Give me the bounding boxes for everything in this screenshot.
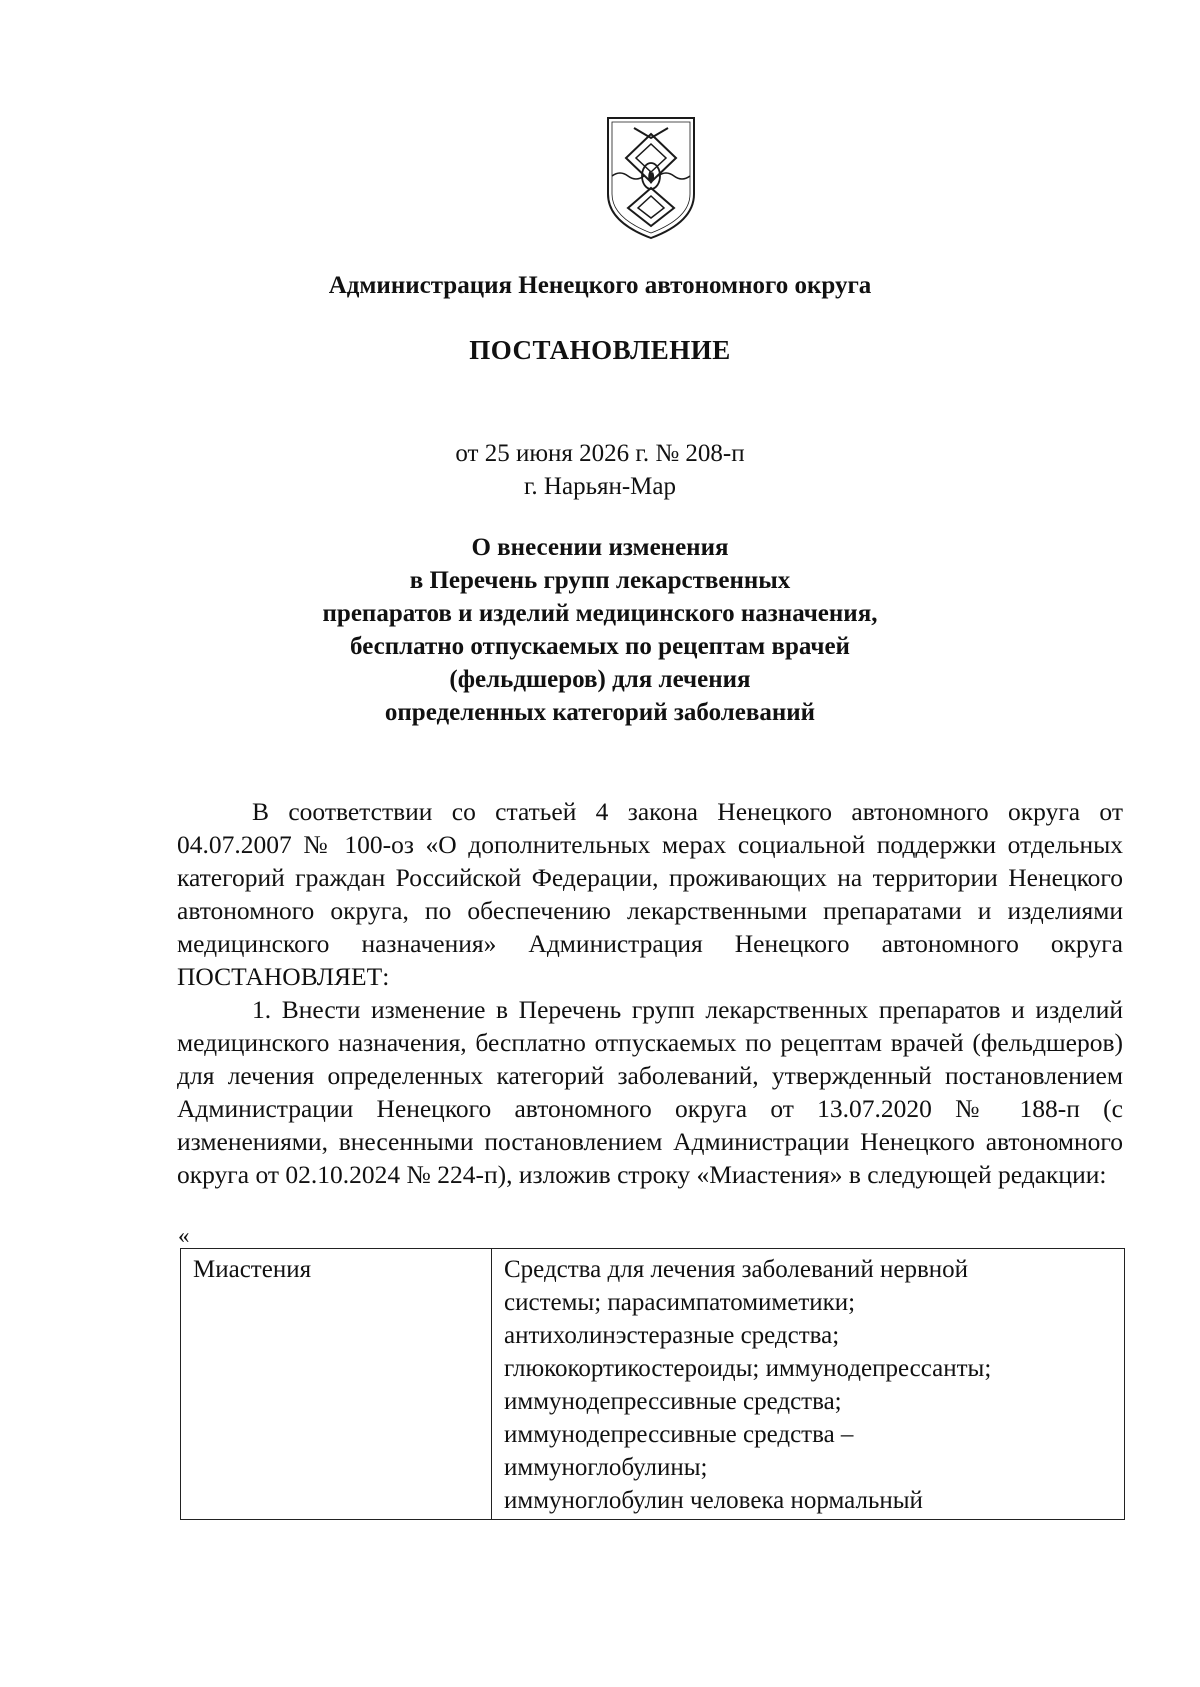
table-row xyxy=(181,1249,1125,1520)
disease-name: Миастения xyxy=(193,1256,312,1283)
drug-group-line: Средства для лечения заболеваний нервной xyxy=(504,1256,969,1283)
drug-groups-cell xyxy=(492,1249,1125,1520)
drug-group-line: иммунодепрессивные средства – xyxy=(504,1421,854,1448)
city: г. Нарьян-Мар xyxy=(523,473,676,500)
subject-line: О внесении изменения xyxy=(471,534,729,561)
open-quote: « xyxy=(178,1223,190,1248)
date-and-place xyxy=(0,437,1200,503)
drug-group-line: иммунодепрессивные средства; xyxy=(504,1388,842,1415)
clause-1-paragraph: 1. Внести изменение в Перечень групп лекарственных препаратов и изделий медицинского назначения, бесплатно отпускаемых по рецептам врачей (фельдшеров) для лечения определенных категорий заболеваний, утвержденный постановлением Администрации Ненецкого автономного округа от 13.07.2020 № 188-п (с изменениями, внесенными постановлением Администрации Ненецкого автономного округа от 02.10.2024 № 224-п), изложив строку «Миастения» в следующей редакции: xyxy=(177,995,1123,1189)
preamble-paragraph: В соответствии со статьей 4 закона Ненецкого автономного округа от 04.07.2007 № 100-оз «О дополнительных мерах социальной поддержки отдельных категорий граждан Российской Федерации, проживающих на территории Ненецкого автономного округа, по обеспечению лекарственными препаратами и изделиями медицинского назначения» Администрация Ненецкого автономного округа ПОСТАНОВЛЯЕТ: xyxy=(177,797,1123,991)
subject-line: определенных категорий заболеваний xyxy=(384,699,816,726)
drug-group-line: иммуноглобулин человека нормальный xyxy=(504,1487,923,1514)
amendment-table xyxy=(180,1248,1125,1520)
subject-line: (фельдшеров) для лечения xyxy=(449,666,751,693)
drug-group-line: иммуноглобулины; xyxy=(504,1454,708,1481)
drug-group-line: антихолинэстеразные средства; xyxy=(504,1322,840,1349)
organization-name: Администрация Ненецкого автономного округа xyxy=(328,272,872,299)
disease-cell xyxy=(181,1249,492,1520)
subject-line: в Перечень групп лекарственных xyxy=(409,567,791,594)
coat-of-arms-icon xyxy=(604,114,698,242)
drug-group-line: системы; парасимпатомиметики; xyxy=(504,1289,856,1316)
document-subject xyxy=(0,531,1200,729)
document-type: ПОСТАНОВЛЕНИЕ xyxy=(469,335,731,365)
date-number: от 25 июня 2026 г. № 208-п xyxy=(455,440,745,467)
subject-line: бесплатно отпускаемых по рецептам врачей xyxy=(350,633,850,660)
subject-line: препаратов и изделий медицинского назначения, xyxy=(322,600,878,627)
drug-group-line: глюкокортикостероиды; иммунодепрессанты; xyxy=(504,1355,992,1382)
